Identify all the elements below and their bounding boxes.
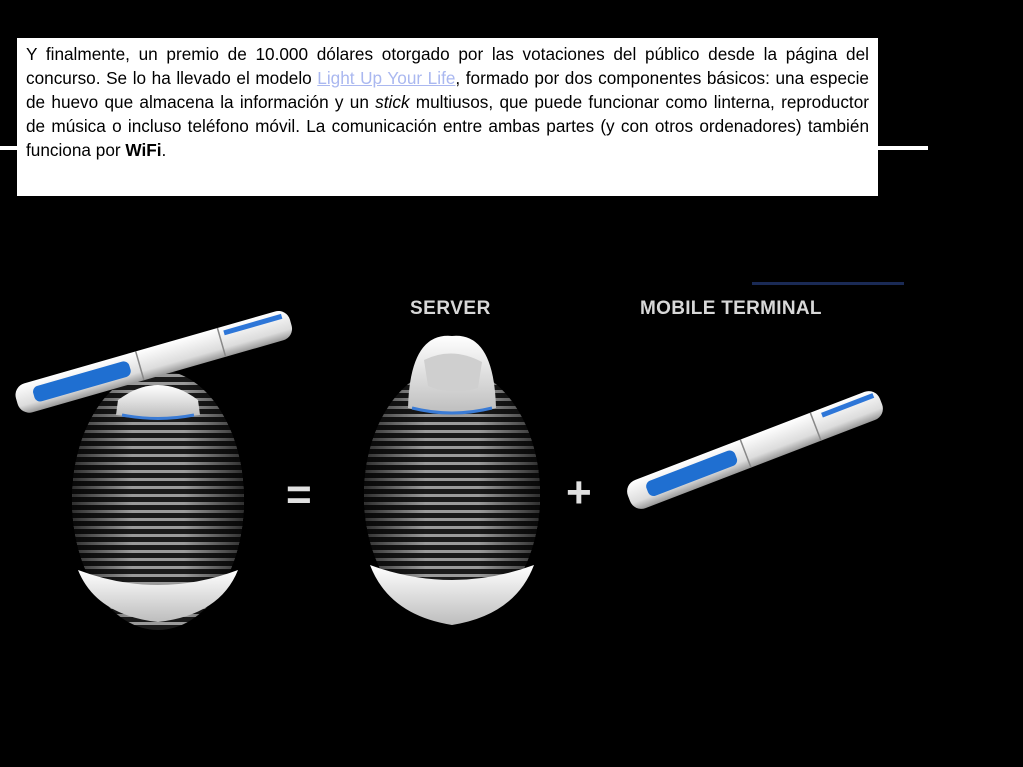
product-illustration — [0, 270, 1023, 640]
intro-text: Y finalmente, un premio de 10.000 dólares otorgado por las votaciones del público desde la página del concurso. Se lo ha llevado el modelo — [26, 44, 869, 88]
text-after-stick: multiusos, que puede funcionar como linterna, reproductor de música o incluso teléfono móvil. La comunicación entre ambas partes (y con otros ordenadores) también funciona por — [26, 92, 869, 160]
stick-word: stick — [375, 92, 410, 112]
wifi-word: WiFi — [125, 140, 162, 160]
server-egg-graphic — [364, 336, 540, 625]
mobile-terminal-label: MOBILE TERMINAL — [640, 298, 822, 319]
combined-egg-graphic — [72, 370, 244, 630]
plus-sign: + — [566, 468, 592, 517]
end-period: . — [161, 140, 167, 160]
mobile-stick-graphic — [624, 388, 887, 513]
description-text — [26, 42, 869, 162]
text-after-link: , formado por dos componentes básicos: una especie de huevo que almacena la información y un — [26, 68, 869, 112]
product-link[interactable]: Light Up Your Life — [317, 68, 456, 88]
description-box — [17, 38, 878, 196]
divider-line-right — [878, 146, 928, 150]
equals-sign: = — [286, 470, 312, 519]
server-label: SERVER — [410, 298, 491, 319]
divider-line-left — [0, 146, 18, 150]
